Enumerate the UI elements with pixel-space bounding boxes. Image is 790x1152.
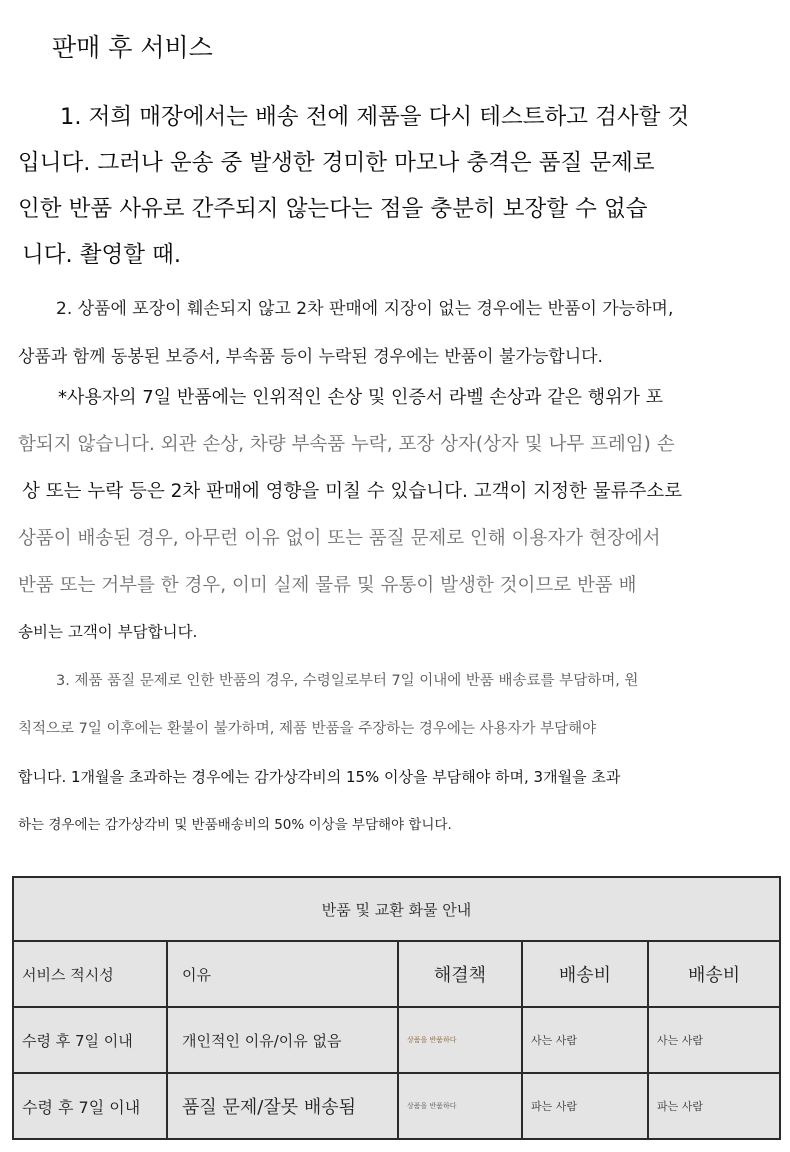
note-line: 송비는 고객이 부담합니다.	[18, 623, 198, 641]
table-header-cell: 이유	[167, 941, 398, 1007]
table-header-cell: 배송비	[648, 941, 780, 1007]
table-cell: 수령 후 7일 이내	[13, 1073, 167, 1139]
table-cell: 사는 사람	[522, 1007, 648, 1073]
note-line: 상 또는 누락 등은 2차 판매에 영향을 미칠 수 있습니다. 고객이 지정한 물류주소로	[22, 481, 683, 502]
table-row	[13, 1073, 780, 1139]
section-2	[18, 285, 778, 381]
section-2-note	[18, 374, 778, 656]
table-header-cell: 배송비	[522, 941, 648, 1007]
section-1-line: 인한 반품 사유로 간주되지 않는다는 점을 충분히 보장할 수 없습	[18, 196, 648, 222]
note-line: *사용자의 7일 반품에는 인위적인 손상 및 인증서 라벨 손상과 같은 행위가 포	[58, 387, 664, 408]
table-cell: 수령 후 7일 이내	[13, 1007, 167, 1073]
return-exchange-table	[12, 876, 781, 1140]
page-title: 판매 후 서비스	[52, 33, 213, 62]
table-header-cell: 서비스 적시성	[13, 941, 167, 1007]
table-cell: 파는 사람	[648, 1073, 780, 1139]
section-3	[18, 657, 778, 849]
table-cell: 개인적인 이유/이유 없음	[167, 1007, 398, 1073]
table-cell: 사는 사람	[648, 1007, 780, 1073]
table-cell: 상품을 반품하다	[398, 1007, 522, 1073]
table-header-cell: 해결책	[398, 941, 522, 1007]
section-1-line: 1. 저희 매장에서는 배송 전에 제품을 다시 테스트하고 검사할 것	[60, 104, 690, 130]
note-line: 반품 또는 거부를 한 경우, 이미 실제 물류 및 유통이 발생한 것이므로 반품 배	[18, 575, 637, 596]
table-row	[13, 1007, 780, 1073]
table-title: 반품 및 교환 화물 안내	[13, 877, 780, 941]
section-2-line: 상품과 함께 동봉된 보증서, 부속품 등이 누락된 경우에는 반품이 불가능합니다.	[18, 347, 603, 367]
section-3-line: 하는 경우에는 감가상각비 및 반품배송비의 50% 이상을 부담해야 합니다.	[18, 817, 452, 833]
section-2-line: 2. 상품에 포장이 훼손되지 않고 2차 판매에 지장이 없는 경우에는 반품이 가능하며,	[56, 299, 674, 319]
section-3-line: 3. 제품 품질 문제로 인한 반품의 경우, 수령일로부터 7일 이내에 반품 배송료를 부담하며, 원	[56, 673, 639, 689]
note-line: 함되지 않습니다. 외관 손상, 차량 부속품 누락, 포장 상자(상자 및 나무 프레임) 손	[18, 434, 675, 455]
table-cell: 파는 사람	[522, 1073, 648, 1139]
section-1-line: 니다. 촬영할 때.	[22, 242, 182, 268]
section-1-line: 입니다. 그러나 운송 중 발생한 경미한 마모나 충격은 품질 문제로	[18, 150, 655, 176]
table-cell: 상품을 반품하다	[398, 1073, 522, 1139]
table-header-row	[13, 941, 780, 1007]
section-3-line: 합니다. 1개월을 초과하는 경우에는 감가상각비의 15% 이상을 부담해야 하며, 3개월을 초과	[18, 768, 621, 786]
note-line: 상품이 배송된 경우, 아무런 이유 없이 또는 품질 문제로 인해 이용자가 현장에서	[18, 528, 661, 549]
table-cell: 품질 문제/잘못 배송됨	[167, 1073, 398, 1139]
section-3-line: 칙적으로 7일 이후에는 환불이 불가하며, 제품 반품을 주장하는 경우에는 사용자가 부담해야	[18, 721, 597, 737]
section-1	[18, 94, 778, 278]
